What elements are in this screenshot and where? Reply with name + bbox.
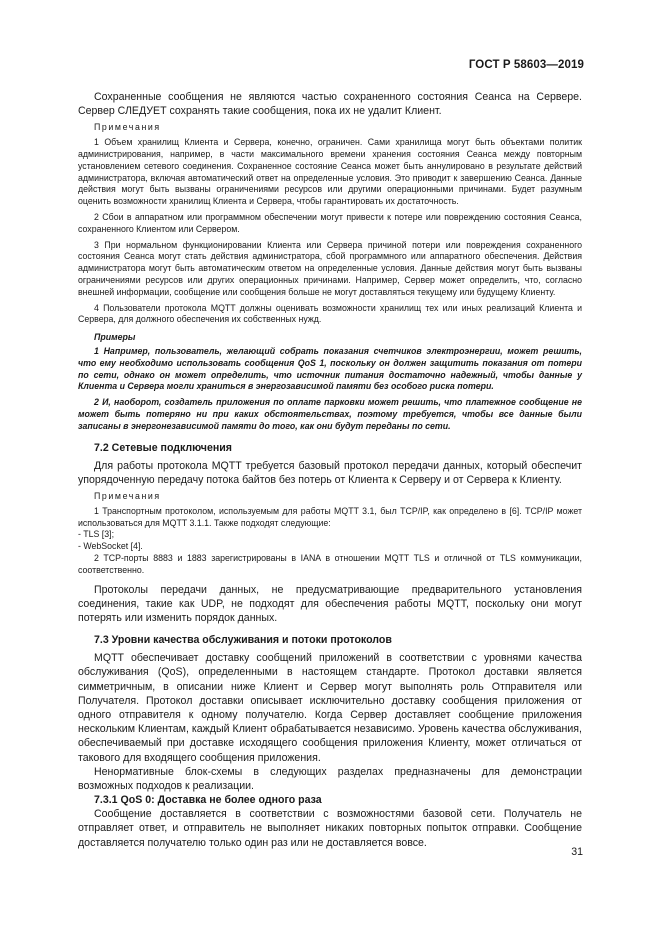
- subsection-heading: 7.3.1 QoS 0: Доставка не более одного раза: [94, 794, 322, 807]
- list-item: - TLS [3];: [78, 529, 115, 540]
- note-item: 1 Объем хранилищ Клиента и Сервера, конечно, ограничен. Сами хранилища могут быть объектами политик администрирования, например, в части максимального времени хранения состояния Сеанса между повторным установлением сетевого соединения. Сохраненное состояние Сеанса может быть аннулировано в результате действий администратора, включая автоматический ответ на определенные условия. Это приводит к завершению Сеанса. Данные действия могут быть вызваны ограничениями ресурсов или другими операционными причинами. Будет разумным оценить возможности хранилищ Клиента и Сервера, чтобы гарантировать их достаточность.: [78, 137, 582, 207]
- section-heading: 7.3 Уровни качества обслуживания и потоки протоколов: [94, 634, 392, 647]
- section-paragraph: MQTT обеспечивает доставку сообщений приложений в соответствии с уровнями качества обслуживания (QoS), определенными в настоящем стандарте. Протокол доставки является симметричным, в описании ниже Клиент и Сервер могут выполнять роль Отправителя или Получателя. Протокол доставки описывает исключительно доставку сообщения приложения от одного отправителя к одному получателю. Когда Сервер доставляет сообщение приложения нескольким Клиентам, каждый Клиент обрабатывается независимо. Уровень качества обслуживания, обеспечиваемый при доставке исходящего сообщения приложения Клиенту, может отличаться от такового для входящего сообщения приложения.: [78, 652, 582, 764]
- intro-paragraph: Сохраненные сообщения не являются частью сохраненного состояния Сеанса на Сервере. Сервер СЛЕДУЕТ сохранять такие сообщения, пока их не удалит Клиент.: [78, 91, 582, 118]
- page-number: 31: [571, 846, 583, 858]
- section-heading: 7.2 Сетевые подключения: [94, 441, 232, 454]
- page-content: [78, 90, 582, 850]
- document-id-header: ГОСТ Р 58603—2019: [468, 59, 584, 71]
- notes-heading: Примечания: [94, 122, 161, 133]
- note-item: 3 При нормальном функционировании Клиента или Сервера причиной потери или повреждения сохраненного состояния Сеанса могут стать действия администратора, сбой программного или аппаратного обеспечения. Действия администратора могут быть автоматическим ответом на определенные условия. Данные действия могут быть вызваны ограничениями ресурсов или других операционных причинами. Например, Сервер может определить, что, согласно внешней информации, сообщение или сообщения больше не могут доставляться текущему или будущему Клиенту.: [78, 239, 582, 297]
- example-item: 1 Например, пользователь, желающий собрать показания счетчиков электроэнергии, может решить, что ему необходимо использовать сообщения QoS 1, поскольку он должен защитить показания от потери по сети, однако он может определить, что источник питания достаточно надежный, чтобы данные у Клиента и Сервера могли храниться в энергозависимой памяти без особого риска потери.: [78, 345, 582, 392]
- section-paragraph: Протоколы передачи данных, не предусматривающие предварительного установления соединения, такие как UDP, не подходят для обеспечения работы MQTT, поскольку они могут потерять или изменить порядок данных.: [78, 583, 582, 624]
- note-item: 4 Пользователи протокола MQTT должны оценивать возможности хранилищ тех или иных реализаций Клиента и Сервера, для должного обеспечения их собственных нужд.: [78, 302, 582, 325]
- note-item: 1 Транспортным протоколом, используемым для работы MQTT 3.1, был TCP/IP, как определено в [6]. TCP/IP может использоваться для MQTT 3.1.1. Также подходят следующие:: [78, 505, 582, 528]
- list-item: - WebSocket [4].: [78, 541, 143, 552]
- examples-heading: Примеры: [94, 332, 136, 343]
- section-paragraph: Ненормативные блок-схемы в следующих разделах предназначены для демонстрации возможных подходов к реализации.: [78, 765, 582, 792]
- section-paragraph: Для работы протокола MQTT требуется базовый протокол передачи данных, который обеспечит упорядоченную передачу потока байтов без потерь от Клиента к Серверу и от Сервера к Клиенту.: [78, 459, 582, 486]
- note-item: 2 Сбои в аппаратном или программном обеспечении могут привести к потере или повреждению состояния Сеанса, сохраненного Клиентом или Сервером.: [78, 211, 582, 234]
- example-item: 2 И, наоборот, создатель приложения по оплате парковки может решить, что платежное сообщение не может быть потеряно ни при каких обстоятельствах, поэтому требуется, чтобы все данные были записаны в энергонезависимой памяти до того, как они будут переданы по сети.: [78, 397, 582, 431]
- notes-heading: Примечания: [94, 490, 161, 501]
- note-item: 2 TCP-порты 8883 и 1883 зарегистрированы в IANA в отношении MQTT TLS и отличной от TLS коммуникации, соответственно.: [78, 552, 582, 575]
- section-paragraph: Сообщение доставляется в соответствии с возможностями базовой сети. Получатель не отправляет ответ, и отправитель не выполняет никаких повторных попыток отправки. Сообщение доставляется получателю только один раз или не доставляется вовсе.: [78, 808, 582, 849]
